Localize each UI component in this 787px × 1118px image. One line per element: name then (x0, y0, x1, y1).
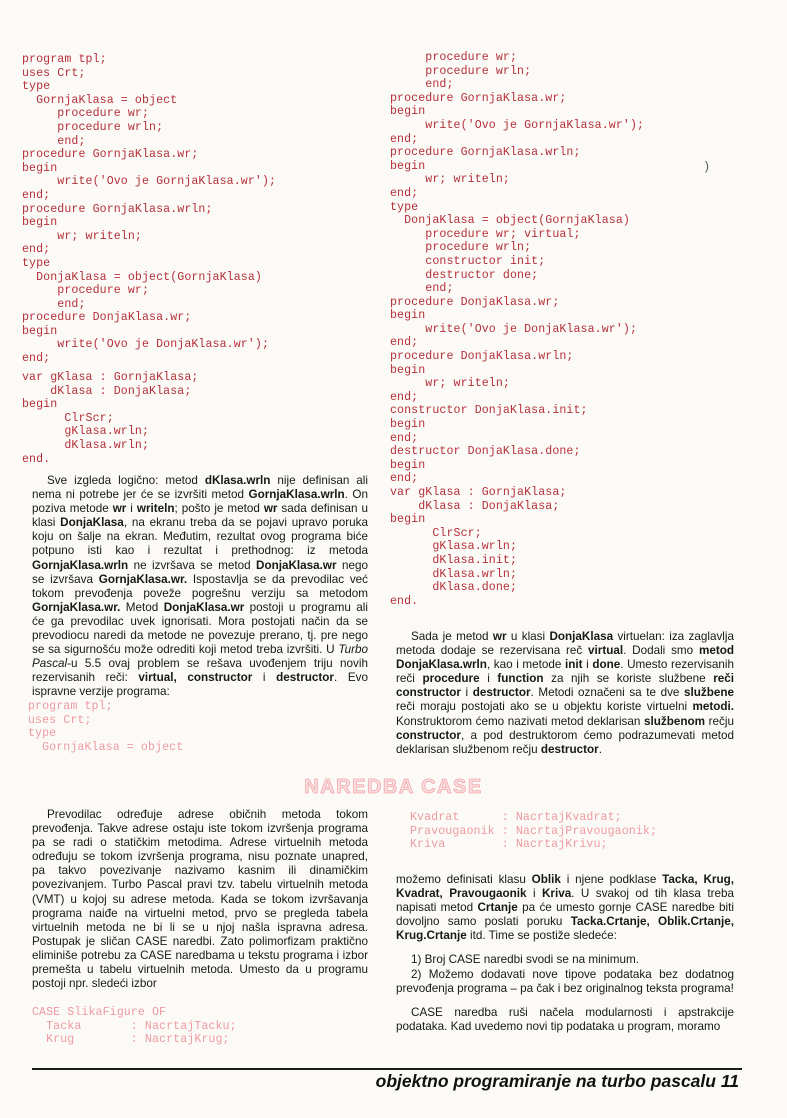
code-listing-1: program tpl; uses Crt; type GornjaKlasa = object procedure wr; procedure wrln; end; procedure GornjaKlasa.wr; begin write('Ovo je GornjaKlasa.wr'); end; procedure GornjaKlasa.wrln; begin wr; writeln; end; type DonjaKlasa = object(GornjaKlasa) procedure wr; end; procedure DonjaKlasa.wr; begin write('Ovo je DonjaKlasa.wr'); end; (22, 53, 277, 366)
code-listing-2: procedure wr; procedure wrln; end; procedure GornjaKlasa.wr; begin write('Ovo je GornjaKlasa.wr'); end; procedure GornjaKlasa.wrln; begin wr; writeln; end; type DonjaKlasa = object(GornjaKlasa) procedure wr; virtual; procedure wrln; constructor init; destructor done; end; procedure DonjaKlasa.wr; begin write('Ovo je DonjaKlasa.wr'); end; procedure DonjaKlasa.wrln; begin wr; writeln; end; constructor DonjaKlasa.init; begin end; destructor DonjaKlasa.done; begin end; var gKlasa : GornjaKlasa; dKlasa : DonjaKlasa; begin ClrScr; gKlasa.wrln; dKlasa.init; dKlasa.wrln; dKlasa.done; end. (390, 51, 645, 608)
footer-rule (32, 1068, 742, 1070)
body-text-right-1: Sada je metod wr u klasi DonjaKlasa virtuelan: iza zaglavlja metoda dodaje se rezervisana reč virtual. Dodali smo metod DonjaKlasa.wrln, kao i metode init i done. Umesto rezervisanih reči procedure i function za njih se koriste službene reči constructor i destructor. Metodi označeni sa te dve službene reči moraju postojati ako se u objektu koriste virtuelni metodi. Konstruktorom ćemo nazivati metod deklarisan službenom rečju constructor, a pod destruktorom ćemo podrazumevati metod deklarisan službenom rečju destructor. (396, 630, 735, 756)
margin-mark: ) (703, 160, 711, 174)
code-listing-1-main: var gKlasa : GornjaKlasa; dKlasa : DonjaKlasa; begin ClrScr; gKlasa.wrln; dKlasa.wrln; end. (22, 371, 199, 466)
case-example-1: CASE SlikaFigure OF Tacka : NacrtajTacku; Krug : NacrtajKrug; (32, 1006, 237, 1047)
body-text-left-1: Sve izgleda logično: metod dKlasa.wrln nije definisan ali nema ni potrebe jer će se izvršiti metod GornjaKlasa.wrln. On poziva metode wr i writeln; pošto je metod wr sada definisan u klasi DonjaKlasa, na ekranu treba da se pojavi upravo poruka koju on šalje na ekran. Međutim, rezultat ovog programa biće potpuno isti kao i rezultat i prethodnog: iz metoda GornjaKlasa.wrln ne izvršava se metod DonjaKlasa.wr nego se izvršava GornjaKlasa.wr. Ispostavlja se da prevodilac već tokom prevođenja poveže pogrešnu verziju sa metodom GornjaKlasa.wr. Metod DonjaKlasa.wr postoji u programu ali će ga prevodilac uvek ignorisati. Mora postojati način da se prevodiocu naredi da metode ne povezuje prerano, tj. pre nego se sa sigurnošću može odrediti koji metod treba izvršiti. U Turbo Pascal-u 5.5 ovaj problem se rešava uvođenjem triju novih rezervisanih reči: virtual, constructor i destructor. Evo ispravne verzije programa: (32, 474, 369, 699)
body-text-left-2: Prevodilac određuje adrese običnih metoda tokom prevođenja. Takve adrese ostaju iste tokom izvršenja programa pa se radi o statičkim metodima. Adrese virtuelnih metoda određuju se tokom izvršenja programa, nisu poznate unapred, pa takvo povezivanje nazivamo kasnim ili dinamičkim povezivanjem. Turbo Pascal pravi tzv. tabelu virtuelnih metoda (VMT) u kojoj su adrese metoda. Kada se tokom izvršavanja programa naiđe na virtuelni metod, prvo se pregleda tabela virtuelnih metoda ne bi li se u njoj našla ispravna adresa. Postupak je sličan CASE naredbi. Zato polimorfizam praktično eliminiše potrebu za CASE naredbama u tekstu programa i izbor premešta u tabelu virtuelnih metoda. Umesto da u programu postoji npr. sledeći izbor (32, 808, 368, 991)
footer-title: objektno programiranje na turbo pascalu 11 (375, 1071, 739, 1091)
section-heading: NAREDBA CASE (304, 776, 483, 798)
code-listing-2-start: program tpl; uses Crt; type GornjaKlasa = object (28, 700, 184, 754)
body-text-right-2: možemo definisati klasu Oblik i njene podklase Tacka, Krug, Kvadrat, Pravougaonik i Kriva. U svakoj od tih klasa treba napisati metod Crtanje pa će umesto gornje CASE naredbe biti dovoljno samo poslati poruku Tacka.Crtanje, Oblik.Crtanje, Krug.Crtanje itd. Time se postiže sledeće: 1) Broj CASE naredbi svodi se na minimum. 2) Možemo dodavati nove tipove podataka bez dodatnog prevođenja programa – pa čak i bez originalnog teksta programa! CASE naredba ruši načela modularnosti i apstrakcije podataka. Kad uvedemo novi tip podataka u program, moramo (396, 873, 734, 1033)
case-example-2: Kvadrat : NacrtajKvadrat; Pravougaonik : NacrtajPravougaonik; Kriva : NacrtajKrivu; (410, 811, 658, 852)
